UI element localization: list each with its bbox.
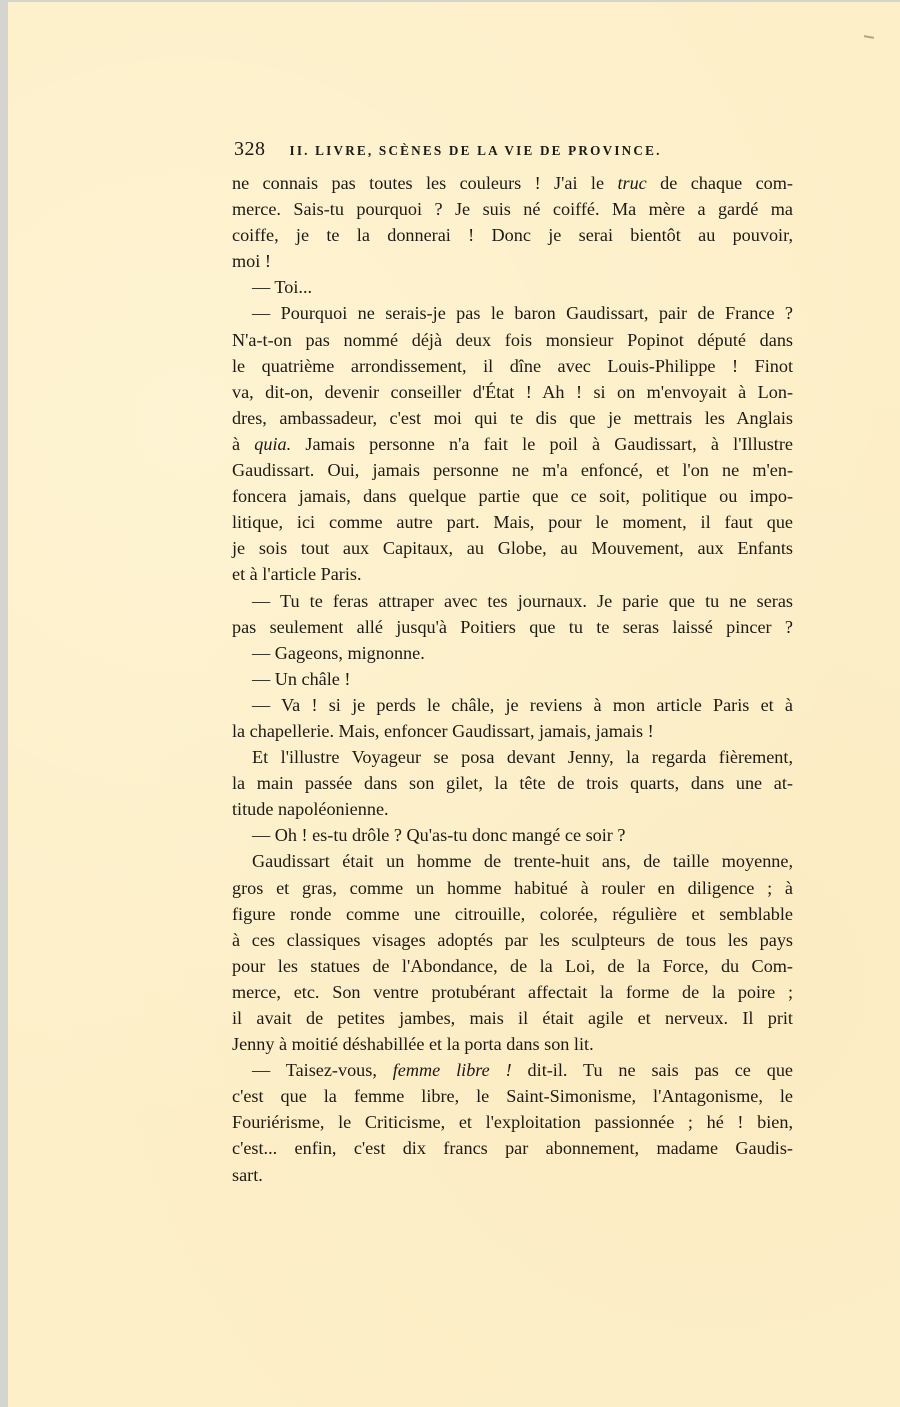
text-line: il avait de petites jambes, mais il était agile et nerveux. Il prit <box>232 1008 793 1028</box>
dialog-line: — Va ! si je perds le châle, je reviens à mon article Paris et à <box>252 694 793 715</box>
text-line: c'est... enfin, c'est dix francs par abonnement, madame Gaudis- <box>232 1138 793 1159</box>
text-line: merce. Sais-tu pourquoi ? Je suis né coiffé. Ma mère a gardé ma <box>232 199 793 220</box>
text-line: je sois tout aux Capitaux, au Globe, au Mouvement, aux Enfants <box>232 538 793 559</box>
text-line: ne connais pas toutes les couleurs ! J'ai le truc de chaque com- <box>232 173 793 193</box>
text-line: Fouriérisme, le Criticisme, et l'exploitation passionnée ; hé ! bien, <box>232 1112 793 1133</box>
book-page <box>8 2 900 1407</box>
running-title: II. LIVRE, SCÈNES DE LA VIE DE PROVINCE. <box>289 143 662 158</box>
text-line: sart. <box>232 1164 263 1185</box>
body-text <box>232 170 793 1188</box>
running-head <box>232 138 793 168</box>
dialog-line: — Gageons, mignonne. <box>252 642 425 663</box>
text-line: Gaudissart. Oui, jamais personne ne m'a enfoncé, et l'on ne m'en- <box>232 460 793 481</box>
text-line: à ces classiques visages adoptés par les sculpteurs de tous les pays <box>232 929 793 950</box>
text-line: à quia. Jamais personne n'a fait le poil à Gaudissart, à l'Illustre <box>232 433 793 454</box>
text-line: N'a-t-on pas nommé déjà deux fois monsieur Popinot député dans <box>232 329 793 350</box>
dialog-line: — Oh ! es-tu drôle ? Qu'as-tu donc mangé ce soir ? <box>252 825 626 846</box>
text-line: la main passée dans son gilet, la tête de trois quarts, dans une at- <box>232 773 793 794</box>
dialog-line: — Tu te feras attraper avec tes journaux. Je parie que tu ne seras <box>252 590 793 611</box>
dialog-line: — Taisez-vous, femme libre ! dit-il. Tu ne sais pas ce que <box>252 1060 793 1081</box>
text-line: pour les statues de l'Abondance, de la Loi, de la Force, du Com- <box>232 955 793 976</box>
paragraph-start: Et l'illustre Voyageur se posa devant Jenny, la regarda fièrement, <box>252 747 793 768</box>
text-line: merce, etc. Son ventre protubérant affectait la forme de la poire ; <box>232 981 793 1002</box>
dialog-line: — Toi... <box>252 277 313 298</box>
text-block <box>232 138 793 1188</box>
text-line: moi ! <box>232 251 271 272</box>
text-line: va, dit-on, devenir conseiller d'État ! Ah ! si on m'envoyait à Lon- <box>232 381 793 402</box>
text-line: foncera jamais, dans quelque partie que ce soit, politique ou impo- <box>232 486 793 507</box>
text-line: c'est que la femme libre, le Saint-Simonisme, l'Antagonisme, le <box>232 1086 793 1107</box>
dialog-line: — Un châle ! <box>252 668 351 689</box>
text-line: et à l'article Paris. <box>232 564 362 585</box>
text-line: dres, ambassadeur, c'est moi qui te dis que je mettrais les Anglais <box>232 407 793 428</box>
paper-speck <box>864 35 874 39</box>
text-line: titude napoléonienne. <box>232 799 389 820</box>
page-number: 328 <box>234 138 266 160</box>
text-line: la chapellerie. Mais, enfoncer Gaudissart, jamais, jamais ! <box>232 720 654 741</box>
text-line: pas seulement allé jusqu'à Poitiers que tu te seras laissé pincer ? <box>232 616 793 637</box>
paragraph-start: Gaudissart était un homme de trente-huit ans, de taille moyenne, <box>252 851 793 872</box>
text-line: gros et gras, comme un homme habitué à rouler en diligence ; à <box>232 877 793 898</box>
text-line: coiffe, je te la donnerai ! Donc je serai bientôt au pouvoir, <box>232 225 793 246</box>
text-line: le quatrième arrondissement, il dîne avec Louis-Philippe ! Finot <box>232 355 793 376</box>
dialog-line: — Pourquoi ne serais-je pas le baron Gaudissart, pair de France ? <box>252 303 793 324</box>
text-line: litique, ici comme autre part. Mais, pour le moment, il faut que <box>232 512 793 533</box>
text-line: Jenny à moitié déshabillée et la porta dans son lit. <box>232 1034 594 1055</box>
text-line: figure ronde comme une citrouille, colorée, régulière et semblable <box>232 903 793 924</box>
